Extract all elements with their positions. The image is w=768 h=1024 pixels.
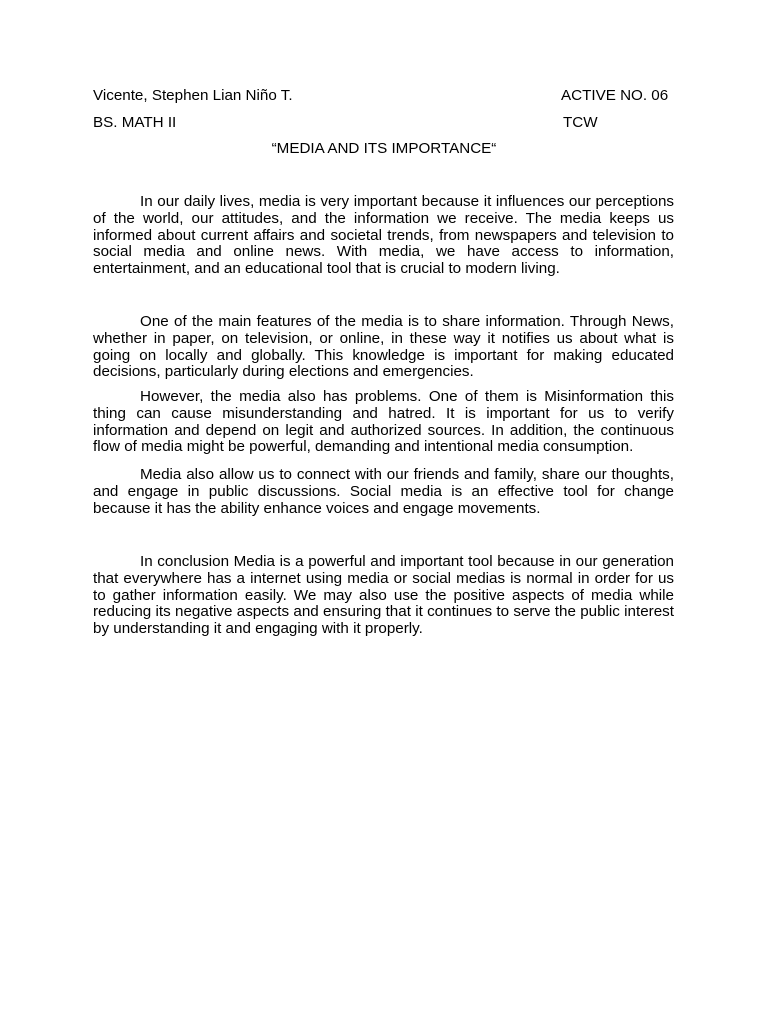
paragraph-connection: Media also allow us to connect with our friends and family, share our thoughts, and engage in public discussions. Social media is an effective tool for change because it has the ability enhance voices and engage movements. (93, 466, 674, 517)
document-title: “MEDIA AND ITS IMPORTANCE“ (271, 140, 497, 157)
course-label: BS. MATH II (93, 114, 177, 131)
paragraph-intro: In our daily lives, media is very important because it influences our perceptions of the world, our attitudes, and the information we receive. The media keeps us informed about current affairs and societal trends, from newspapers and television to social media and online news. With media, we have access to information, entertainment, and an educational tool that is crucial to modern living. (93, 193, 674, 278)
activity-number: ACTIVE NO. 06 (561, 87, 669, 104)
subject-label: TCW (563, 114, 598, 131)
paragraph-problems: However, the media also has problems. One of them is Misinformation this thing can cause misunderstanding and hatred. It is important for us to verify information and depend on legit and authorized sources. In addition, the continuous flow of media might be powerful, demanding and intentional media consumption. (93, 388, 674, 456)
paragraph-conclusion: In conclusion Media is a powerful and important tool because in our generation that everywhere has a internet using media or social medias is normal in order for us to gather information easily. We may also use the positive aspects of media while reducing its negative aspects and ensuring that it continues to serve the public interest by understanding it and engaging with it properly. (93, 553, 674, 638)
paragraph-information: One of the main features of the media is to share information. Through News, whether in paper, on television, or online, in these way it notifies us about what is going on locally and globally. This knowledge is important for making educated decisions, particularly during elections and emergencies. (93, 313, 674, 381)
student-name: Vicente, Stephen Lian Niño T. (93, 87, 293, 104)
